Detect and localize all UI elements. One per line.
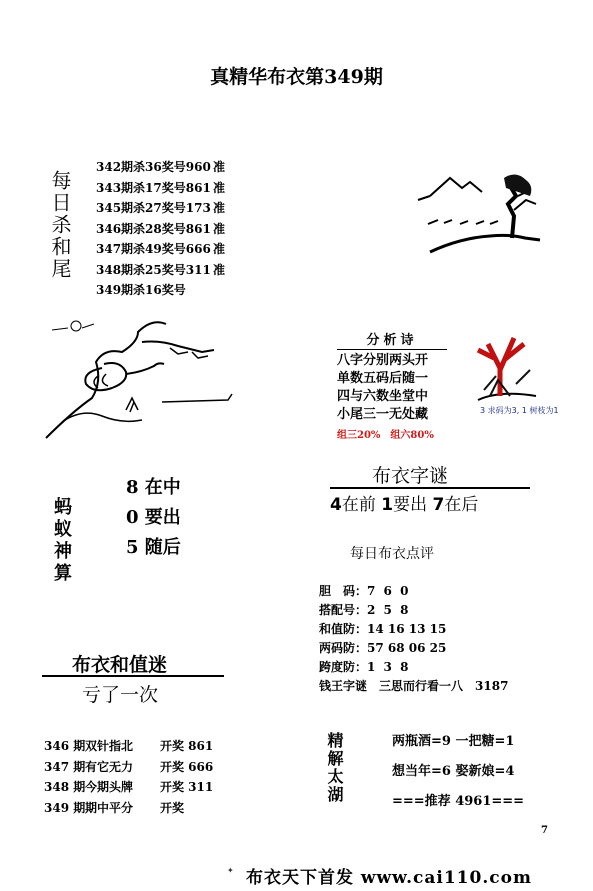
- kill-text: 342期杀36奖号960: [96, 160, 211, 174]
- analysis-poem: [337, 329, 447, 441]
- ant-list: [126, 473, 181, 563]
- poem-title: 分析诗: [366, 333, 418, 348]
- daily-review-list: [319, 582, 508, 696]
- footer-logo-icon: ✦: [227, 866, 234, 875]
- kill-mark: 准: [213, 262, 226, 277]
- stat-value: 三思而行看一八 3187: [379, 679, 509, 693]
- result: 开奖 861: [160, 739, 214, 753]
- kill-mark: 准: [213, 180, 226, 195]
- riddle-answer: [330, 490, 478, 515]
- poem-line: 八字分别两头开: [337, 353, 429, 368]
- list-item: [319, 658, 508, 677]
- period: 347 期: [44, 759, 86, 774]
- stat-label: 跨度防：: [319, 660, 368, 674]
- snake-branch-illustration: [42, 312, 242, 442]
- stat-value: 1 3 8: [367, 660, 411, 674]
- list-item: [96, 260, 233, 281]
- table-row: [44, 757, 213, 778]
- period: 349 期: [44, 800, 86, 815]
- table-row: [44, 798, 213, 819]
- ant-section-label: 蚂蚁神算: [51, 497, 72, 585]
- result: 开奖 311: [160, 780, 214, 794]
- list-item: [319, 601, 508, 620]
- riddle-number: 7: [432, 495, 445, 515]
- taihu-list: [392, 727, 524, 817]
- taihu-section-label: 精解太湖: [325, 732, 344, 804]
- riddle-word: 要出: [393, 495, 428, 515]
- stat-label: 钱王字谜: [319, 679, 368, 693]
- sum-riddle-history: [44, 736, 213, 818]
- kill-list: [96, 157, 233, 301]
- riddle-title: 布衣字谜: [371, 465, 448, 487]
- table-row: [44, 736, 213, 757]
- ant-line: 5 随后: [126, 537, 181, 558]
- landscape-tree-illustration: [400, 166, 550, 256]
- riddle-number: 4: [330, 495, 342, 515]
- stat-label: 两码防：: [319, 641, 368, 655]
- kill-mark: 准: [213, 160, 226, 174]
- group-six-percent: 组六80%: [390, 430, 434, 441]
- riddle-number: 1: [381, 495, 394, 515]
- kill-text: 346期杀28奖号861: [96, 221, 211, 236]
- sum-riddle-title: 布衣和值迷: [72, 654, 168, 676]
- list-item: [96, 157, 233, 178]
- phrase: 双针指北: [85, 739, 134, 753]
- list-item: [319, 639, 508, 658]
- sum-riddle-answer: 亏了一次: [82, 684, 159, 706]
- stat-label: 和值防：: [319, 622, 368, 636]
- poem-line: 小尾三一无处藏: [337, 407, 429, 422]
- kill-mark: 准: [213, 242, 226, 256]
- kill-mark: 准: [213, 201, 226, 215]
- poem-line: 单数五码后随一: [337, 371, 429, 386]
- sum-riddle-underline: [42, 675, 224, 677]
- kill-text: 347期杀49奖号666: [96, 242, 211, 256]
- kill-mark: 准: [213, 221, 226, 236]
- list-item: [96, 280, 233, 301]
- list-item: [96, 219, 233, 240]
- riddle-word: 在后: [444, 495, 479, 515]
- red-tree-illustration: [470, 330, 540, 402]
- poem-line: 四与六数坐堂中: [337, 389, 429, 404]
- group-three-percent: 组三20%: [337, 430, 381, 441]
- phrase: 期中平分: [85, 800, 134, 815]
- kill-mark: [213, 280, 233, 301]
- ant-line: 8 在中: [126, 477, 181, 498]
- taihu-line: 想当年=6 娶新娘=4: [392, 764, 515, 779]
- phrase: 有它无力: [85, 759, 134, 774]
- list-item: [96, 239, 233, 260]
- kill-text: 349期杀16奖号: [96, 283, 186, 297]
- page-title: 真精华布衣第349期: [210, 66, 383, 88]
- result: 开奖 666: [160, 759, 214, 774]
- list-item: [319, 620, 508, 639]
- list-item: [319, 677, 508, 696]
- daily-review-title: 每日布衣点评: [350, 546, 434, 562]
- riddle-word: 在前: [341, 495, 376, 515]
- kill-text: 345期杀27奖号173: [96, 201, 211, 215]
- stat-value: 57 68 06 25: [367, 641, 447, 655]
- poem-percentages: [337, 426, 447, 441]
- ant-line: 0 要出: [126, 507, 181, 528]
- stat-label: 搭配号：: [319, 603, 368, 617]
- period: 346 期: [44, 739, 86, 753]
- phrase: 今期头牌: [85, 780, 134, 794]
- table-row: [44, 777, 213, 798]
- kill-section-label: 每日杀和尾: [48, 170, 72, 280]
- taihu-line: ===推荐 4961===: [392, 794, 525, 809]
- poem-note: 3 求码为3, 1 树枝为1: [480, 406, 559, 415]
- stat-value: 14 16 13 15: [367, 622, 447, 636]
- list-item: [96, 198, 233, 219]
- list-item: [319, 582, 508, 601]
- page-number: 7: [541, 825, 548, 836]
- kill-text: 343期杀17奖号861: [96, 180, 211, 195]
- list-item: [96, 178, 233, 199]
- taihu-line: 两瓶酒=9 一把糖=1: [392, 734, 515, 749]
- result: 开奖: [160, 800, 185, 815]
- kill-text: 348期杀25奖号311: [96, 262, 211, 277]
- stat-value: 7 6 0: [367, 584, 411, 598]
- footer-banner: 布衣天下首发 www.cai110.com: [246, 868, 532, 888]
- stat-label: 胆 码：: [319, 584, 368, 598]
- period: 348 期: [44, 780, 86, 794]
- riddle-underline: [330, 487, 530, 489]
- stat-value: 2 5 8: [367, 603, 411, 617]
